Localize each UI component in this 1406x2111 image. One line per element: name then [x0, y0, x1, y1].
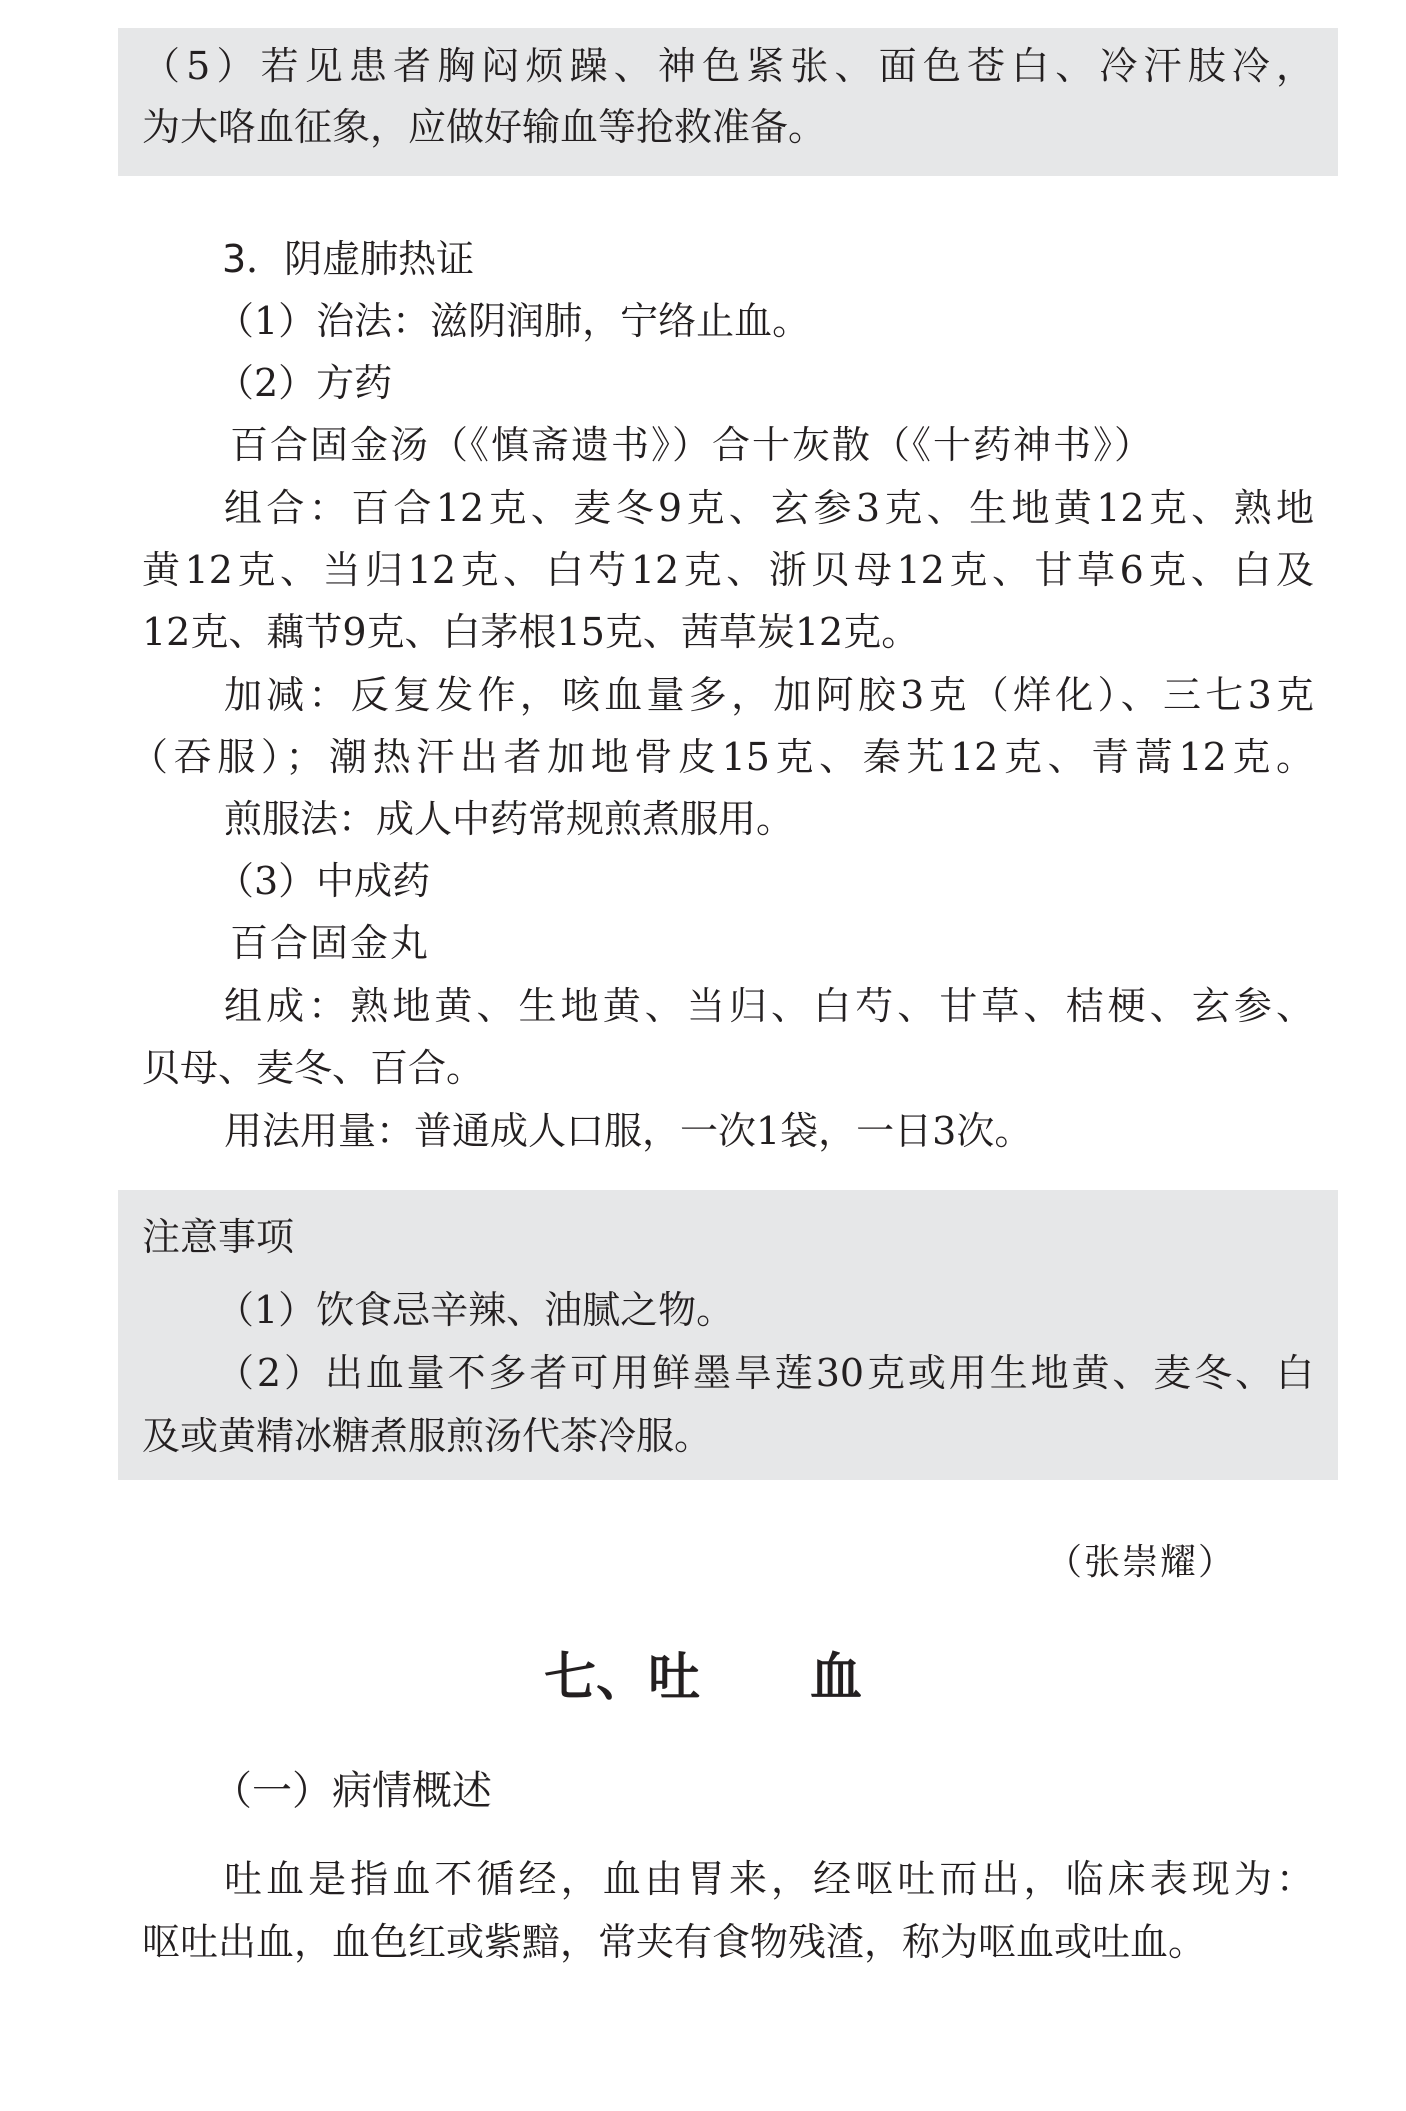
paragraph-line: （5）若见患者胸闷烦躁、神色紧张、面色苍白、冷汗肢冷， — [142, 44, 1314, 88]
patent-composition-line: 贝母、麦冬、百合。 — [142, 1046, 485, 1090]
note-line: （2）出血量不多者可用鲜墨旱莲30克或用生地黄、麦冬、白 — [216, 1351, 1314, 1395]
composition-line: 12克、藕节9克、白茅根15克、茜草炭12克。 — [142, 610, 920, 654]
usage-line: 用法用量：普通成人口服，一次1袋，一日3次。 — [224, 1109, 1033, 1153]
composition-line: 组合：百合12克、麦冬9克、玄参3克、生地黄12克、熟地 — [224, 486, 1314, 530]
author-credit: （张崇耀） — [1046, 1542, 1237, 1583]
formula-name: 百合固金汤（《慎斋遗书》）合十灰散（《十药神书》） — [230, 423, 1155, 467]
note-line: （1）饮食忌辛辣、油腻之物。 — [216, 1288, 735, 1332]
section-heading: 3．阴虚肺热证 — [222, 237, 475, 281]
note-line: 及或黄精冰糖煮服煎汤代茶冷服。 — [142, 1414, 713, 1458]
notes-heading: 注意事项 — [142, 1215, 295, 1259]
modification-line: （吞服）；潮热汗出者加地骨皮15克、秦艽12克、青蒿12克。 — [130, 735, 1314, 779]
intro-line: 呕吐出血，血色红或紫黯，常夹有食物残渣，称为呕血或吐血。 — [142, 1920, 1207, 1964]
decoction-line: 煎服法：成人中药常规煎煮服用。 — [224, 797, 795, 841]
modification-line: 加减：反复发作，咳血量多，加阿胶3克（烊化）、三七3克 — [224, 673, 1314, 717]
composition-line: 黄12克、当归12克、白芍12克、浙贝母12克、甘草6克、白及 — [142, 548, 1314, 592]
chapter-subheading: （一）病情概述 — [212, 1768, 492, 1814]
patent-composition-line: 组成：熟地黄、生地黄、当归、白芍、甘草、桔梗、玄参、 — [224, 984, 1314, 1028]
intro-line: 吐血是指血不循经，血由胃来，经呕吐而出，临床表现为： — [224, 1857, 1314, 1901]
treatment-line: （1）治法：滋阴润肺，宁络止血。 — [216, 299, 811, 343]
patent-heading: （3）中成药 — [216, 859, 431, 903]
chapter-title-part2: 血 — [810, 1648, 863, 1708]
patent-name: 百合固金丸 — [230, 921, 431, 965]
chapter-title-part1: 七、吐 — [543, 1648, 700, 1708]
prescription-heading: （2）方药 — [216, 361, 393, 405]
chapter-title — [0, 1648, 1406, 1708]
paragraph-line: 为大咯血征象，应做好输血等抢救准备。 — [142, 105, 827, 149]
